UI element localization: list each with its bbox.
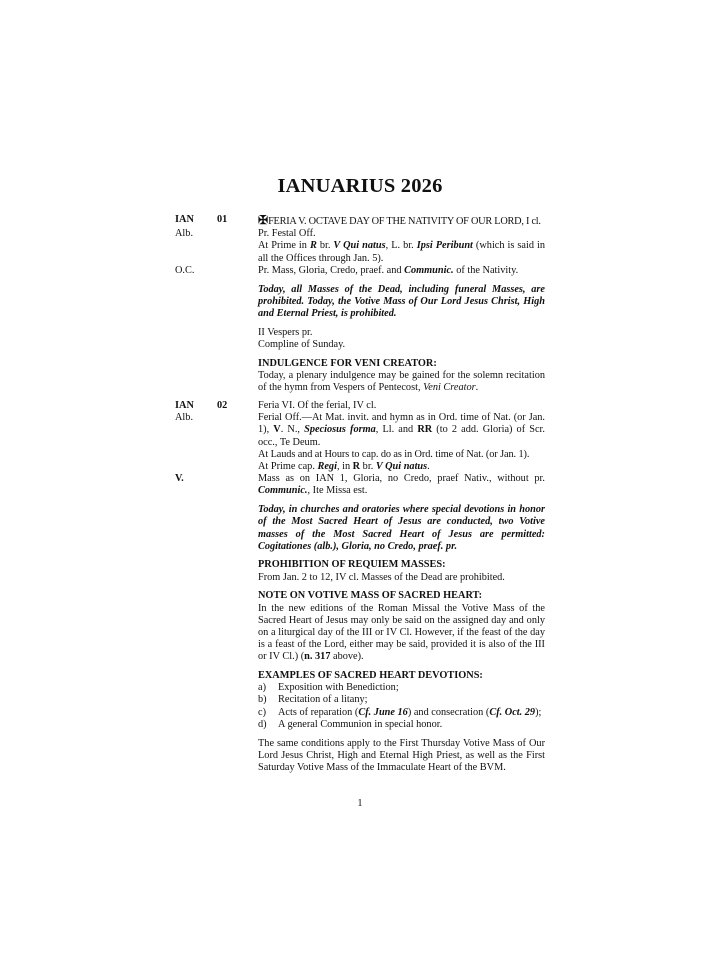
text: V [273,424,281,436]
office-text: Pr. Festal Off. [258,228,316,240]
text: . N., [280,424,305,436]
text: In the new editions of the Roman Missal the Votive Mass of the Sacred Heart of Jesus may only be said on the assigned day and only on a liturgical day of the III or IV Cl. However, if the feast of the day is a feast of the Lord, either may be said, provided it is also of the III or IV Cl.) ( [258,602,545,663]
text: R [309,240,317,252]
mass-row [175,265,545,277]
text: Cf. Oct. 29 [489,706,536,718]
day-label: 02 [217,400,228,411]
section-heading: PROHIBITION OF REQUIEM MASSES: [258,559,446,571]
cross-icon: ✠ [258,213,269,227]
indulgence-text [175,370,545,394]
text: V Qui natus [333,240,386,252]
v-label: V. [175,473,184,485]
oc-label: O.C. [175,264,195,276]
liturgical-color: Alb. [175,228,194,240]
entry-heading-row [175,214,545,228]
text: br. [316,240,334,252]
list-marker: a) [258,682,266,694]
text: of the Nativity. [453,264,519,276]
text: , in [336,461,353,473]
prohibition-text: From Jan. 2 to 12, IV cl. Masses of the Dead are prohibited. [258,571,505,583]
calendar-entry-jan-02 [175,400,545,774]
text: . [427,461,430,473]
note-paragraph: Today, all Masses of the Dead, including funeral Masses, are prohibited. Today, the Votive Mass of Our Lord Jesus Christ, High and Eternal Priest, is prohibited. [258,283,545,319]
list-marker: c) [258,706,266,718]
section-heading: NOTE ON VOTIVE MASS OF SACRED HEART: [258,590,483,602]
text: At Prime in [258,240,310,252]
text: ); [535,706,542,718]
text: Communic. [404,264,454,276]
text: Mass as on IAN 1, Gloria, no Credo, praef Nativ., without pr. [258,473,545,485]
text: Ipsi Peribunt [416,240,473,252]
text: Exposition with Benediction; [278,682,399,694]
text: , Ite Missa est. [307,485,368,497]
text: Recitation of a litany; [278,694,368,706]
section-heading: EXAMPLES OF SACRED HEART DEVOTIONS: [258,670,483,682]
lauds-row: At Lauds and at Hours to cap. do as in Ord. time of Nat. (or Jan. 1). [258,448,530,460]
day-title: FERIA V. OCTAVE DAY OF THE NATIVITY OF OUR LORD, I cl. [268,216,541,227]
text: br. [360,461,376,473]
text: , Ll. and [375,424,418,436]
text: Regi [317,461,337,473]
text: . [475,381,479,393]
text: Veni Creator [423,381,476,393]
mass-row [175,473,545,497]
list-item [258,694,545,706]
text: (which is said in all the Offices through Jan. 5). [258,240,546,264]
closing-paragraph: The same conditions apply to the First Thursday Votive Mass of Our Lord Jesus Christ, High and Eternal High Priest, as well as the First Saturday Votive Mass of the Immaculate Heart of the BVM. [258,737,545,773]
text: Communic. [258,485,308,497]
text: Ferial Off.—At Mat. invit. and hymn as in Ord. time of Nat. (or Jan. 1), [258,412,545,436]
page-title: IANUARIUS 2026 [277,175,443,197]
ferial-office-row [175,412,545,449]
text: Cf. June 16 [358,706,408,718]
text: Today, a plenary indulgence may be gained for the solemn recitation of the hymn from Vespers of Pentecost, [258,369,545,393]
list-item [258,682,545,694]
office-row [175,228,545,240]
text: , L. br. [385,240,417,252]
list-marker: d) [258,718,267,730]
page-number: 1 [357,798,363,809]
list-marker: b) [258,694,267,706]
list-item [258,707,545,719]
liturgical-color: Alb. [175,412,194,424]
examples-list [175,682,545,731]
entry-heading-row [175,400,545,412]
text: RR [417,424,433,436]
month-label: IAN [175,214,194,225]
text: R [352,461,361,473]
text: Pr. Mass, Gloria, Credo, praef. and [258,264,405,276]
prime-row [175,240,545,264]
day-title: Feria VI. Of the ferial, IV cl. [258,400,377,411]
text: Speciosus forma [304,424,376,436]
compline-line: Compline of Sunday. [258,338,346,350]
note-paragraph: Today, in churches and oratories where special devotions in honor of the Most Sacred Heart of Jesus are conducted, two Votive masses of the Most Sacred Heart of Jesus are permitted: Cogitationes (alb.), Gloria, no Credo, praef. pr. [258,504,545,552]
text: A general Communion in special honor. [278,718,443,730]
month-label: IAN [175,400,194,411]
text: (to 2 add. Gloria) of Scr. occ., Te Deum. [258,424,545,448]
text: above). [330,651,364,663]
text: Acts of reparation ( [278,706,359,718]
text: n. 317 [304,651,331,663]
section-heading: INDULGENCE FOR VENI CREATOR: [258,357,437,369]
list-item [258,719,545,731]
text: At Prime cap. [258,461,318,473]
calendar-entry-jan-01 [175,214,545,394]
prime-row [175,461,545,473]
text: ) and consecration ( [407,706,490,718]
text: V Qui natus [375,461,428,473]
votive-note-text [175,603,545,664]
day-label: 01 [217,214,228,225]
vespers-line: II Vespers pr. [258,326,313,338]
